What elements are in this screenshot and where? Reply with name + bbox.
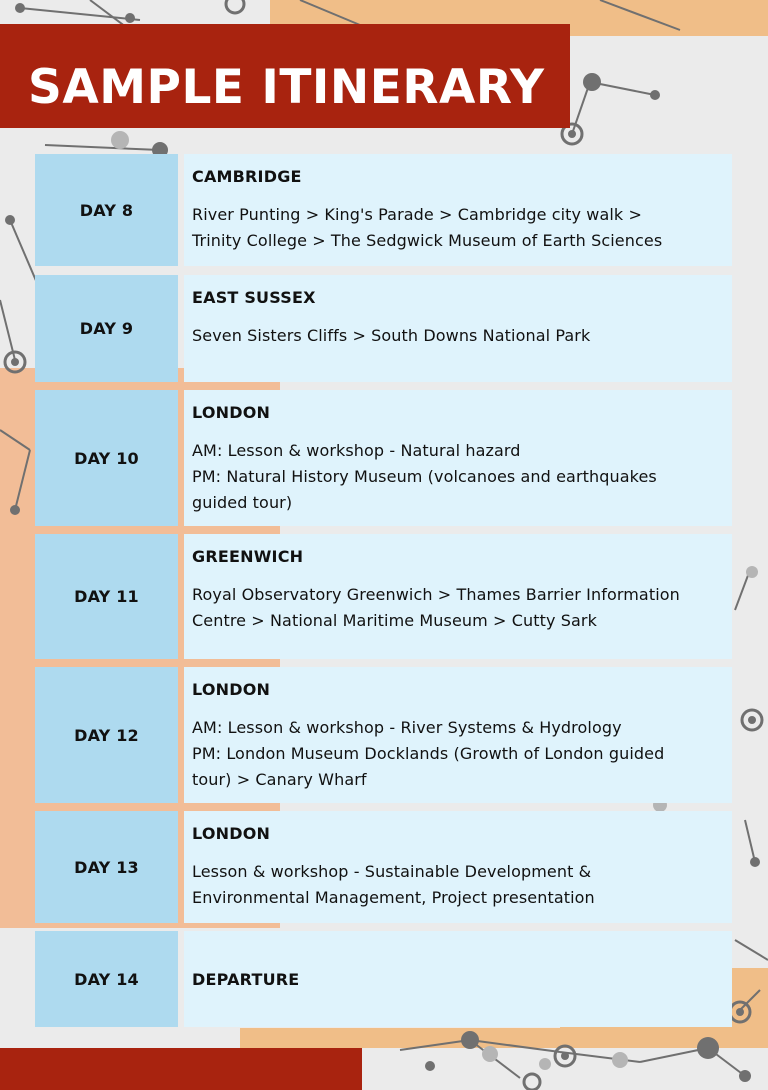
day-label: DAY 11 (35, 534, 178, 659)
day-details (184, 667, 732, 803)
footer-accent-bar (0, 1048, 362, 1090)
destination-title: CAMBRIDGE (192, 167, 302, 186)
itinerary-row-day-12 (35, 667, 732, 803)
day-label: DAY 13 (35, 811, 178, 923)
activity-line: Seven Sisters Cliffs > South Downs National Park (192, 326, 591, 345)
activity-line: Royal Observatory Greenwich > Thames Barrier Information (192, 585, 680, 604)
day-label: DAY 12 (35, 667, 178, 803)
day-label: DAY 10 (35, 390, 178, 526)
destination-title: GREENWICH (192, 547, 304, 566)
itinerary-row-day-8 (35, 154, 732, 266)
activity-line: AM: Lesson & workshop - Natural hazard (192, 441, 521, 460)
day-label: DAY 14 (35, 931, 178, 1027)
activity-line: Environmental Management, Project presentation (192, 888, 595, 907)
itinerary-row-day-13 (35, 811, 732, 923)
itinerary-row-day-14 (35, 931, 732, 1027)
activity-line: Trinity College > The Sedgwick Museum of Earth Sciences (192, 231, 663, 250)
activity-line: AM: Lesson & workshop - River Systems & Hydrology (192, 718, 622, 737)
itinerary-row-day-10 (35, 390, 732, 526)
itinerary-row-day-9 (35, 275, 732, 382)
page-title: SAMPLE ITINERARY (28, 60, 545, 115)
activity-line: PM: London Museum Docklands (Growth of London guided (192, 744, 665, 763)
day-details (184, 931, 732, 1027)
day-details (184, 275, 732, 382)
activity-line: guided tour) (192, 493, 293, 512)
destination-title: LONDON (192, 680, 271, 699)
activity-line: Lesson & workshop - Sustainable Development & (192, 862, 592, 881)
day-details (184, 811, 732, 923)
itinerary-row-day-11 (35, 534, 732, 659)
title-banner (0, 24, 570, 128)
day-label: DAY 8 (35, 154, 178, 266)
activity-line: PM: Natural History Museum (volcanoes and earthquakes (192, 467, 657, 486)
activity-line: tour) > Canary Wharf (192, 770, 367, 789)
activity-line: River Punting > King's Parade > Cambridge city walk > (192, 205, 642, 224)
activity-line: Centre > National Maritime Museum > Cutty Sark (192, 611, 597, 630)
day-label: DAY 9 (35, 275, 178, 382)
day-details (184, 390, 732, 526)
day-details (184, 534, 732, 659)
destination-title: LONDON (192, 403, 271, 422)
destination-title: EAST SUSSEX (192, 288, 316, 307)
destination-title: DEPARTURE (192, 969, 300, 989)
destination-title: LONDON (192, 824, 271, 843)
day-details (184, 154, 732, 266)
